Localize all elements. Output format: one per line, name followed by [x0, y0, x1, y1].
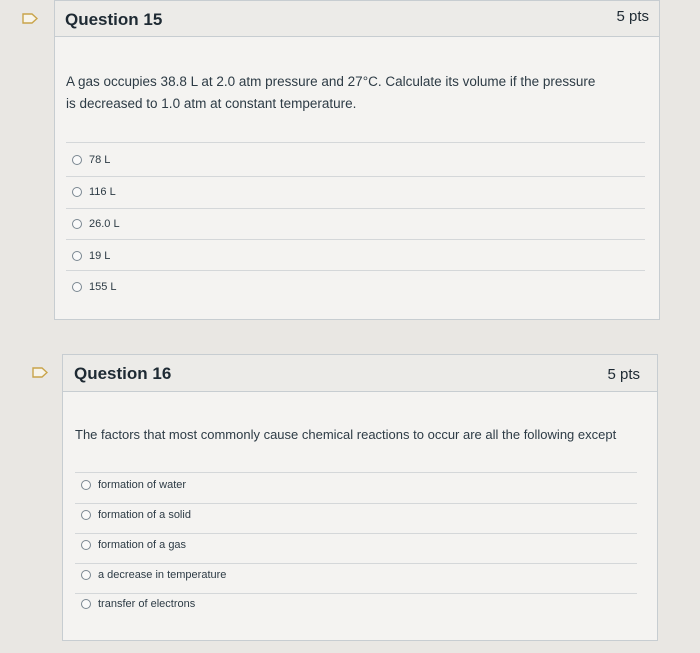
- divider: [66, 239, 645, 240]
- flag-question-icon[interactable]: [32, 367, 48, 378]
- radio-button[interactable]: [81, 510, 91, 520]
- question-text: A gas occupies 38.8 L at 2.0 atm pressure and 27°C. Calculate its volume if the pressure is decreased to 1.0 atm at constant temperature.: [66, 74, 596, 111]
- answer-option[interactable]: [81, 509, 191, 521]
- question-title: Question 16: [74, 364, 172, 383]
- question-points: 5 pts: [616, 8, 649, 25]
- answer-label: a decrease in temperature: [98, 569, 227, 581]
- question-card-16: [62, 354, 658, 641]
- answer-label: 19 L: [89, 250, 111, 262]
- answer-label: transfer of electrons: [98, 598, 196, 610]
- answer-option[interactable]: [72, 186, 116, 198]
- divider: [66, 176, 645, 177]
- answer-label: 78 L: [89, 154, 111, 166]
- answer-label: formation of a gas: [98, 539, 187, 551]
- divider: [75, 563, 637, 564]
- divider: [66, 270, 645, 271]
- divider: [75, 503, 637, 504]
- question-title: Question 15: [65, 10, 163, 29]
- answer-option[interactable]: [81, 479, 186, 491]
- radio-button[interactable]: [72, 219, 82, 229]
- question-card-15: [54, 0, 660, 320]
- radio-button[interactable]: [72, 155, 82, 165]
- answer-option[interactable]: [72, 218, 120, 230]
- answer-label: 26.0 L: [89, 218, 120, 230]
- answer-option[interactable]: [81, 598, 195, 610]
- flag-question-icon[interactable]: [22, 13, 38, 24]
- answer-label: formation of water: [98, 479, 187, 491]
- answer-label: formation of a solid: [98, 509, 191, 521]
- answer-option[interactable]: [81, 569, 226, 581]
- divider: [75, 472, 637, 473]
- question-points: 5 pts: [607, 366, 640, 383]
- divider: [66, 142, 645, 143]
- radio-button[interactable]: [81, 480, 91, 490]
- radio-button[interactable]: [72, 187, 82, 197]
- divider: [75, 593, 637, 594]
- question-text: The factors that most commonly cause chemical reactions to occur are all the following except: [75, 427, 617, 442]
- answer-option[interactable]: [72, 281, 117, 293]
- question-header: [55, 1, 659, 37]
- divider: [75, 533, 637, 534]
- answer-option[interactable]: [72, 250, 110, 262]
- radio-button[interactable]: [81, 570, 91, 580]
- radio-button[interactable]: [81, 540, 91, 550]
- answer-label: 116 L: [89, 186, 116, 198]
- answer-label: 155 L: [89, 281, 117, 293]
- question-header: [63, 355, 657, 392]
- radio-button[interactable]: [81, 599, 91, 609]
- radio-button[interactable]: [72, 282, 82, 292]
- answer-option[interactable]: [72, 154, 110, 166]
- radio-button[interactable]: [72, 251, 82, 261]
- divider: [66, 208, 645, 209]
- answer-option[interactable]: [81, 539, 186, 551]
